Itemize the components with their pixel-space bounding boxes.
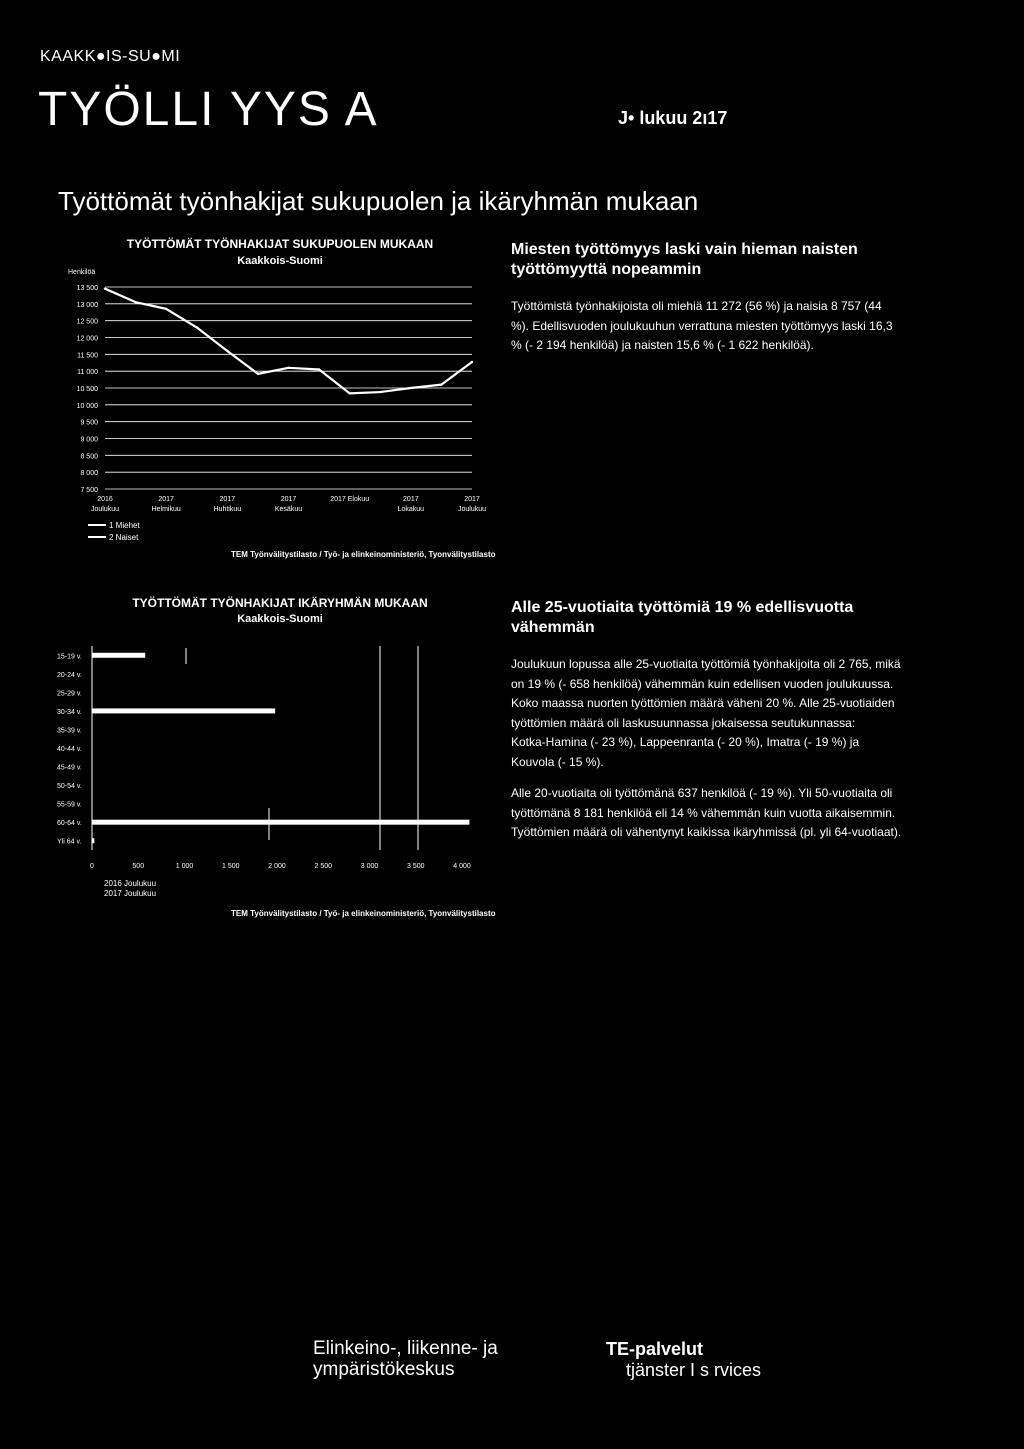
y-tick-label: 10 500 bbox=[76, 386, 98, 393]
category-label: 30-34 v. bbox=[57, 708, 82, 716]
bar-2 bbox=[92, 820, 469, 825]
y-tick-label: 12 000 bbox=[76, 335, 98, 343]
article2-heading: Alle 25-vuotiaita työttömiä 19 % edellisvuotta vähemmän bbox=[511, 599, 854, 636]
data-point bbox=[257, 373, 259, 375]
chart2-legend bbox=[104, 879, 156, 899]
chart1-legend bbox=[88, 519, 140, 543]
category-label: 15-19 v. bbox=[57, 653, 82, 661]
te-line1: TE-palvelut bbox=[606, 1339, 704, 1359]
y-tick-label: 9 500 bbox=[80, 419, 98, 427]
data-point bbox=[287, 367, 289, 369]
legend-swatch bbox=[88, 536, 106, 538]
legend-swatch bbox=[88, 524, 106, 526]
x-tick-month: Helmikuu bbox=[151, 506, 181, 513]
issue-date: J• lukuu 2ı17 bbox=[618, 108, 728, 128]
x-tick-year: 2017 bbox=[158, 496, 174, 503]
ely-line1: Elinkeino-, liikenne- ja bbox=[313, 1338, 498, 1359]
article2-line: työttömien määrä oli laskusuunnassa jokaisessa seutukunnassa: bbox=[511, 715, 856, 730]
category-label: 35-39 v. bbox=[57, 727, 82, 735]
te-logo-text bbox=[606, 1339, 761, 1381]
x-tick-year: 2016 bbox=[97, 496, 113, 503]
chart1-subtitle: Kaakkois-Suomi bbox=[237, 255, 323, 267]
x-tick-label: 3 000 bbox=[360, 863, 379, 870]
article2-line: Kouvola (- 15 %). bbox=[511, 754, 604, 769]
ely-logo-text bbox=[313, 1338, 498, 1380]
article2-body bbox=[511, 655, 981, 843]
x-tick-label: 4 000 bbox=[453, 863, 471, 870]
section-title: Työttömät työnhakijat sukupuolen ja ikäryhmän mukaan bbox=[58, 186, 699, 216]
x-tick-year: 2017 bbox=[219, 496, 236, 503]
data-point bbox=[134, 301, 136, 303]
article1-body bbox=[511, 297, 981, 356]
y-tick-label: 11 500 bbox=[77, 352, 98, 360]
legend-label: 1 Miehet bbox=[109, 520, 140, 530]
y-tick-label: 8 000 bbox=[80, 470, 98, 478]
article1-heading: Miesten työttömyys laski vain hieman naisten työttömyyttä nopeammin bbox=[511, 241, 858, 278]
y-tick-label: 13 000 bbox=[76, 301, 98, 309]
article2-line: työttömänä 8 181 henkilöä eli 14 % vähemmän kuin vuotta aikaisemmin. bbox=[511, 805, 896, 820]
x-tick-label: 1 500 bbox=[221, 863, 240, 870]
x-tick-month: Kesäkuu bbox=[274, 506, 303, 513]
chart2-title: TYÖTTÖMÄT TYÖNHAKIJAT IKÄRYHMÄN MUKAAN bbox=[132, 596, 428, 610]
x-tick-label: 3 500 bbox=[406, 863, 425, 870]
legend-item-2016: 2016 Joulukuu bbox=[104, 879, 157, 888]
category-label: 45-49 v. bbox=[57, 764, 82, 772]
article2-line: Koko maassa nuorten työttömien määrä väheni 20 %. Alle 25-vuotiaiden bbox=[511, 696, 895, 710]
x-tick-month: Lokakuu bbox=[397, 506, 425, 513]
x-tick-label: 0 bbox=[90, 863, 94, 870]
y-axis-title: Henkilöä bbox=[68, 269, 96, 276]
x-tick-label: 2 500 bbox=[314, 863, 333, 870]
x-tick-label: 1 000 bbox=[175, 863, 194, 870]
y-tick-label: 11 000 bbox=[77, 369, 98, 377]
ely-line2: ympäristökeskus bbox=[313, 1359, 455, 1380]
x-tick-label: 500 bbox=[132, 863, 145, 870]
chart2-subtitle: Kaakkois-Suomi bbox=[237, 613, 323, 625]
category-label: 55-59 v. bbox=[57, 801, 82, 809]
bar-2 bbox=[92, 708, 275, 713]
data-point bbox=[226, 350, 228, 352]
category-label: 50-54 v. bbox=[57, 783, 82, 791]
gender-line-chart bbox=[40, 262, 510, 522]
x-tick-year: 2017 bbox=[280, 496, 297, 503]
category-label: 20-24 v. bbox=[57, 671, 82, 679]
article1-line: %). Edellisvuoden joulukuuhun verrattuna miesten työttömyys laski 16,3 bbox=[511, 318, 893, 333]
brand-label: KAAKK●IS-SU●MI bbox=[40, 48, 181, 65]
data-point bbox=[348, 392, 350, 394]
data-point bbox=[165, 308, 167, 310]
article2-line: Alle 20-vuotiaita oli työttömänä 637 henkilöä (- 19 %). Yli 50-vuotiaita oli bbox=[511, 786, 893, 800]
category-label: Yli 64 v. bbox=[57, 838, 82, 846]
data-point bbox=[471, 361, 473, 363]
y-tick-label: 12 500 bbox=[76, 318, 98, 326]
legend-item-2017: 2017 Joulukuu bbox=[104, 889, 157, 898]
legend-item-miehet bbox=[88, 519, 140, 531]
article2-line: on 19 % (- 658 henkilöä) vähemmän kuin edellisen vuoden joulukuussa. bbox=[511, 676, 894, 691]
data-point bbox=[440, 383, 442, 385]
data-point bbox=[410, 387, 412, 389]
article1-line: Työttömistä työnhakijoista oli miehiä 11 272 (56 %) ja naisia 8 757 (44 bbox=[511, 299, 882, 313]
article1-line: % (- 2 194 henkilöä) ja naisten 15,6 % (- 1 622 henkilöä). bbox=[511, 338, 814, 352]
chart1-title: TYÖTTÖMÄT TYÖNHAKIJAT SUKUPUOLEN MUKAAN bbox=[126, 237, 434, 251]
legend-item-naiset bbox=[88, 531, 140, 543]
data-point bbox=[379, 391, 381, 393]
article2-line: Työttömien määrä oli vähentynyt kaikissa ikäryhmissä (pl. yli 64-vuotiaat). bbox=[511, 825, 902, 839]
data-point bbox=[196, 326, 198, 328]
x-tick-month: Joulukuu bbox=[90, 506, 120, 513]
legend-label: 2 Naiset bbox=[109, 532, 139, 542]
y-tick-label: 7 500 bbox=[80, 487, 98, 494]
y-tick-label: 9 000 bbox=[80, 436, 98, 444]
x-tick-month: Huhtikuu bbox=[213, 506, 242, 513]
bar-2 bbox=[92, 838, 94, 843]
x-tick-year: 2017 bbox=[464, 496, 480, 503]
x-tick-label: 2 000 bbox=[268, 863, 286, 870]
chart1-source: TEM Työnvälitystilasto / Työ- ja elinkeinoministeriö, Tyonvälitystilasto bbox=[231, 550, 496, 559]
category-label: 60-64 v. bbox=[57, 820, 82, 828]
y-tick-label: 8 500 bbox=[80, 453, 98, 461]
article2-line bbox=[511, 772, 981, 784]
category-label: 25-29 v. bbox=[57, 690, 82, 698]
data-point bbox=[104, 287, 106, 289]
x-tick-year: 2017 Elokuu bbox=[330, 496, 370, 503]
series-line-1 bbox=[105, 289, 472, 394]
article2-line: Kotka-Hamina (- 23 %), Lappeenranta (- 20 %), Imatra (- 19 %) ja bbox=[511, 735, 860, 749]
category-label: 40-44 v. bbox=[57, 746, 82, 753]
x-tick-year: 2017 bbox=[403, 496, 419, 503]
te-line2: tjänster I s rvices bbox=[626, 1360, 762, 1380]
x-tick-month: Joulukuu bbox=[457, 506, 487, 513]
age-bar-chart bbox=[40, 640, 510, 880]
data-point bbox=[318, 368, 320, 370]
article2-line: Joulukuun lopussa alle 25-vuotiaita työttömiä työnhakijoita oli 2 765, mikä bbox=[511, 657, 901, 671]
chart2-source: TEM Työnvälitystilasto / Työ- ja elinkeinoministeriö, Tyonvälitystilasto bbox=[231, 909, 496, 918]
page-title: TYÖLLI YYS A bbox=[38, 83, 379, 136]
y-tick-label: 10 000 bbox=[76, 402, 98, 410]
bar-2 bbox=[92, 653, 145, 658]
y-tick-label: 13 500 bbox=[76, 285, 98, 292]
